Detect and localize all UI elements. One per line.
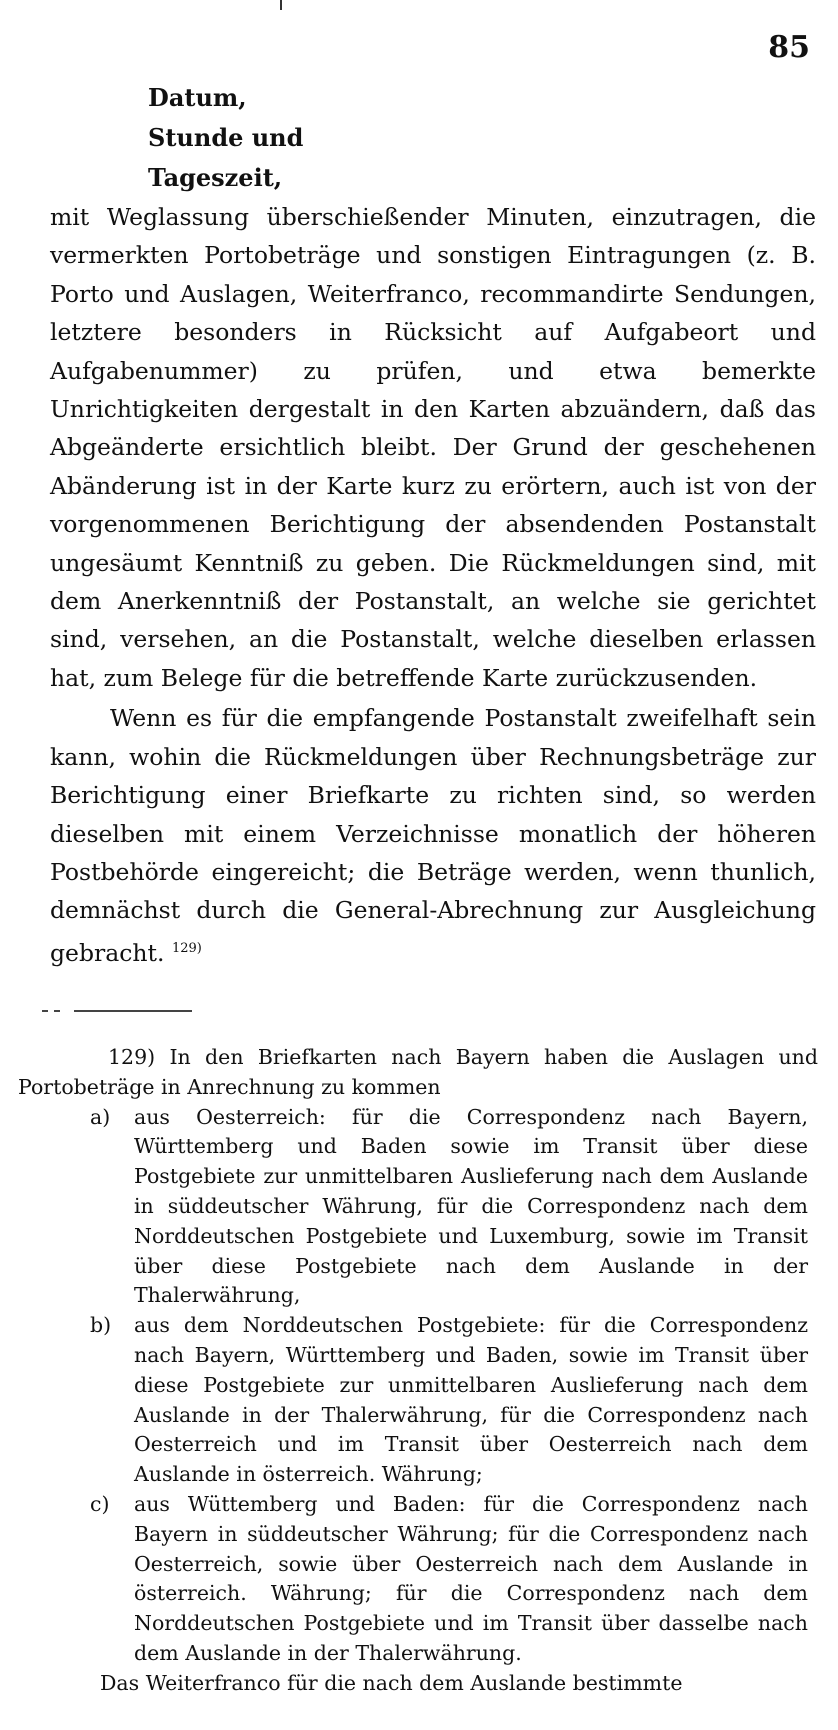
field-list-item: Stunde und <box>148 123 304 152</box>
footnote-item <box>18 1311 818 1490</box>
footnote-item-text: aus Wüttemberg und Baden: für die Correspondenz nach Bayern in süddeutscher Währung; für die Correspondenz nach Oesterreich, sowie über Oesterreich nach dem Auslande in österreich. Währung; für die Correspondenz nach dem Norddeutschen Postgebiete und im Transit über dasselbe nach dem Auslande in der Thalerwährung. <box>134 1491 808 1665</box>
footnote-intro: 129) In den Briefkarten nach Bayern haben die Auslagen und Portobeträge in Anrechnung zu kommen <box>18 1045 818 1099</box>
page-number: 85 <box>768 30 810 65</box>
footnote-item-text: aus dem Norddeutschen Postgebiete: für die Correspondenz nach Bayern, Württemberg und Baden, sowie im Transit über diese Postgebiete zur unmittelbaren Auslieferung nach dem Auslande in der Thalerwährung, für die Correspondenz nach Oesterreich und im Transit über Oesterreich nach dem Auslande in österreich. Währung; <box>134 1313 808 1487</box>
footnote-item <box>18 1103 818 1312</box>
paragraph-2 <box>50 699 816 972</box>
footnote-item-marker: b) <box>90 1313 112 1338</box>
footnote-item-marker: c) <box>90 1491 110 1516</box>
footnote-item <box>18 1490 818 1669</box>
top-edge-mark <box>280 0 282 10</box>
main-text <box>50 198 816 972</box>
footnote-last-line: Das Weiterfranco für die nach dem Auslande bestimmte <box>100 1670 683 1695</box>
paragraph-2-text: Wenn es für die empfangende Postanstalt zweifelhaft sein kann, wohin die Rückmeldungen über Rechnungsbeträge zur Berichtigung einer Briefkarte zu richten sind, so werden dieselben mit einem Verzeichnisse monatlich der höheren Postbehörde eingereicht; die Beträge werden, wenn thunlich, demnächst durch die General-Abrechnung zur Ausgleichung gebracht. <box>50 704 816 967</box>
paragraph-1: mit Weglassung überschießender Minuten, einzutragen, die vermerkten Portobeträge und sonstigen Eintragungen (z. B. Porto und Auslagen, Weiterfranco, recommandirte Sendungen, letztere besonders in Rücksicht auf Aufgabeort und Aufgabenummer) zu prüfen, und etwa bemerkte Unrichtigkeiten dergestalt in den Karten abzuändern, daß das Abgeänderte ersichtlich bleibt. Der Grund der geschehenen Abänderung ist in der Karte kurz zu erörtern, auch ist von der vorgenommenen Berichtigung der absendenden Postanstalt ungesäumt Kenntniß zu geben. Die Rückmeldungen sind, mit dem Anerkenntniß der Postanstalt, an welche sie gerichtet sind, versehen, an die Postanstalt, welche dieselben erlassen hat, zum Belege für die betreffende Karte zurückzusenden. <box>50 203 816 692</box>
field-list-item: Datum, <box>148 83 247 112</box>
footnote-list <box>18 1103 818 1669</box>
field-list-item: Tageszeit, <box>148 163 283 192</box>
footnote-reference: 129) <box>171 940 202 956</box>
footnote <box>18 1043 818 1699</box>
footnote-item-marker: a) <box>90 1104 111 1129</box>
footnote-item-text: aus Oesterreich: für die Correspondenz nach Bayern, Württemberg und Baden sowie im Transit über diese Postgebiete zur unmittelbaren Auslieferung nach dem Auslande in süddeutscher Währung, für die Correspondenz nach dem Norddeutschen Postgebiete und Luxemburg, sowie im Transit über diese Postgebiete nach dem Auslande in der Thalerwährung, <box>134 1104 808 1308</box>
footnote-separator <box>42 1010 192 1012</box>
field-list <box>148 78 568 198</box>
